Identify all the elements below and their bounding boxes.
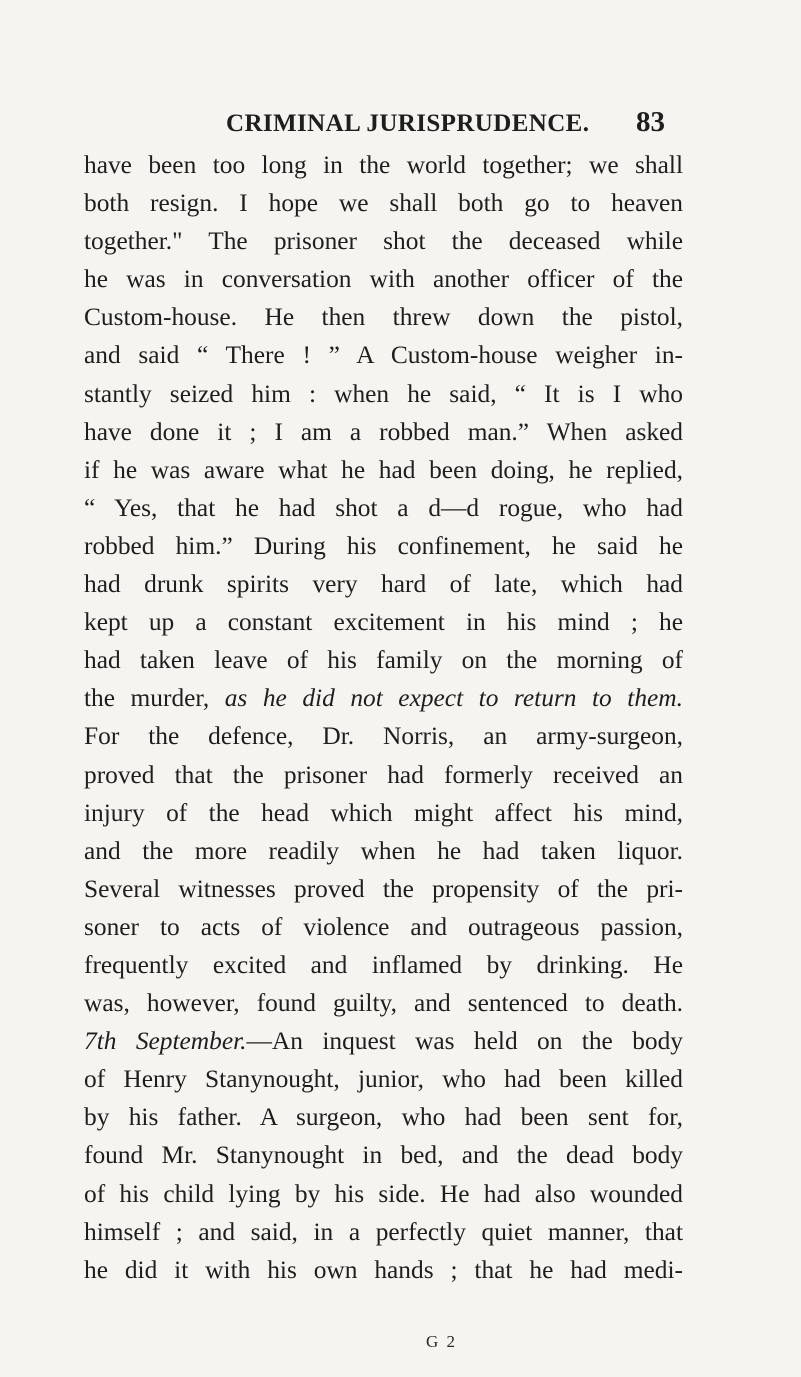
text-line: proved that the prisoner had formerly received an [84, 760, 683, 789]
running-title: CRIMINAL JURISPRUDENCE. [226, 110, 590, 137]
text-line: stantly seized him : when he said, “ It is I who [84, 379, 683, 408]
text-line: frequently excited and inflamed by drinking. He [84, 950, 683, 979]
text-line: had drunk spirits very hard of late, which had [84, 570, 683, 599]
italic-phrase: 7th September. [84, 1027, 247, 1056]
text-line: both resign. I hope we shall both go to heaven [84, 189, 683, 218]
text-line: “ Yes, that he had shot a d—d rogue, who had [84, 493, 683, 522]
text-line: together." The prisoner shot the deceased while [84, 227, 683, 256]
text-line: of Henry Stanynought, junior, who had been killed [84, 1065, 683, 1094]
text-line: Several witnesses proved the propensity of the pri- [84, 874, 683, 903]
text-line: robbed him.” During his confinement, he said he [84, 531, 683, 560]
text-line: injury of the head which might affect his mind, [84, 798, 683, 827]
text-line: Custom-house. He then threw down the pistol, [84, 303, 683, 332]
body-text [84, 146, 683, 1289]
text-line-with-italic: 7th September.—An inquest was held on the body [84, 1027, 683, 1056]
text-line: and said “ There ! ” A Custom-house weigher in- [84, 341, 683, 370]
text-line: and the more readily when he had taken liquor. [84, 836, 683, 865]
text-line: if he was aware what he had been doing, he replied, [84, 455, 683, 484]
text-line: had taken leave of his family on the morning of [84, 646, 683, 675]
signature-mark: G 2 [426, 1332, 458, 1351]
text-line: have done it ; I am a robbed man.” When asked [84, 417, 683, 446]
text-line: was, however, found guilty, and sentenced to death. [84, 989, 683, 1018]
text-line: kept up a constant excitement in his mind ; he [84, 608, 683, 637]
text-line: of his child lying by his side. He had also wounded [84, 1179, 683, 1208]
text-line: For the defence, Dr. Norris, an army-surgeon, [84, 722, 683, 751]
text-line: he was in conversation with another officer of the [84, 265, 683, 294]
italic-phrase: as he did not expect to return to them. [224, 684, 683, 713]
text-line: soner to acts of violence and outrageous passion, [84, 912, 683, 941]
text-line: by his father. A surgeon, who had been sent for, [84, 1103, 683, 1132]
text-line: himself ; and said, in a perfectly quiet manner, that [84, 1217, 683, 1246]
running-head [0, 104, 801, 144]
page-number: 83 [636, 106, 665, 138]
text-line: he did it with his own hands ; that he had medi- [84, 1255, 683, 1284]
text-line-with-italic: the murder, as he did not expect to return to them. [84, 684, 683, 713]
text-line: have been too long in the world together; we shall [84, 151, 683, 179]
text-line: found Mr. Stanynought in bed, and the dead body [84, 1141, 683, 1170]
